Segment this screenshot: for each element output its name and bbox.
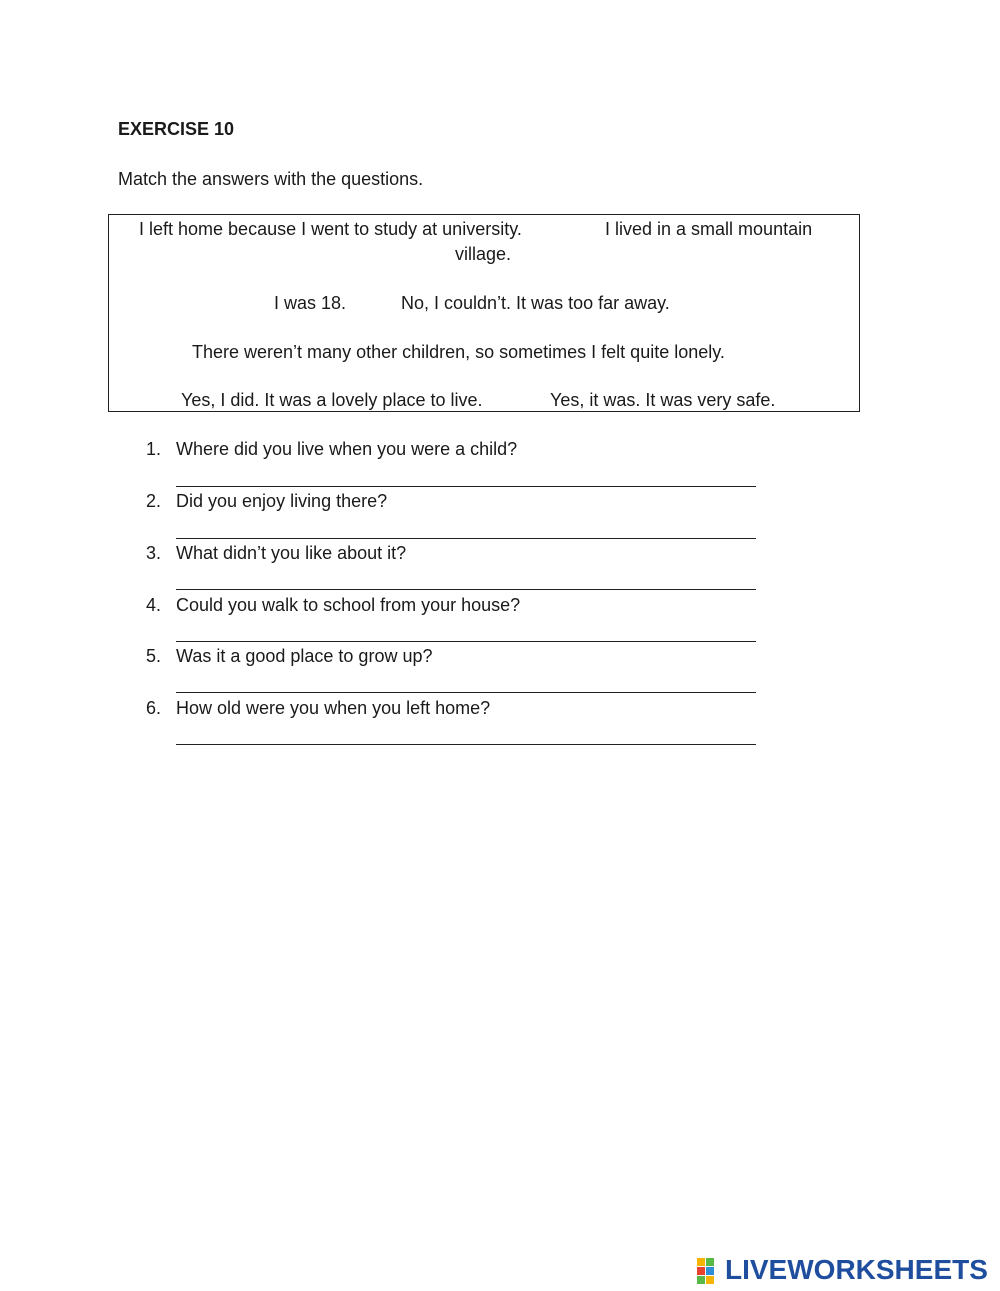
question-item [146, 646, 432, 667]
question-number: 1. [146, 439, 162, 459]
question-text: Did you enjoy living there? [176, 491, 388, 511]
question-number: 2. [146, 491, 162, 511]
liveworksheets-logo [697, 1254, 993, 1286]
question-number: 5. [146, 646, 162, 666]
question-text: What didn’t you like about it? [176, 543, 407, 563]
answer-item: I left home because I went to study at university. [139, 219, 522, 239]
question-text: How old were you when you left home? [176, 698, 491, 718]
answer-item: No, I couldn’t. It was too far away. [401, 293, 670, 313]
question-item [146, 543, 406, 564]
exercise-title: EXERCISE 10 [118, 119, 235, 139]
answer-blank[interactable] [176, 744, 756, 745]
answer-item: I was 18. [274, 293, 347, 313]
answer-item: There weren’t many other children, so sometimes I felt quite lonely. [192, 342, 725, 362]
answer-box [108, 214, 860, 412]
question-text: Was it a good place to grow up? [176, 646, 433, 666]
question-number: 3. [146, 543, 162, 563]
answer-blank[interactable] [176, 589, 756, 590]
logo-blocks-icon [697, 1258, 723, 1284]
logo-text: LIVEWORKSHEETS [725, 1254, 988, 1285]
answer-blank[interactable] [176, 486, 756, 487]
question-number: 6. [146, 698, 162, 718]
question-text: Could you walk to school from your house? [176, 595, 521, 615]
question-number: 4. [146, 595, 162, 615]
question-item [146, 698, 490, 719]
answer-blank[interactable] [176, 692, 756, 693]
question-item [146, 439, 517, 460]
answer-item-continued: village. [455, 244, 512, 264]
exercise-instruction: Match the answers with the questions. [118, 169, 424, 189]
question-item [146, 491, 387, 512]
answer-item: I lived in a small mountain [605, 219, 813, 239]
answer-blank[interactable] [176, 538, 756, 539]
answer-item: Yes, I did. It was a lovely place to live. [181, 390, 483, 410]
answer-blank[interactable] [176, 641, 756, 642]
answer-item: Yes, it was. It was very safe. [550, 390, 776, 410]
question-text: Where did you live when you were a child? [176, 439, 518, 459]
question-item [146, 595, 520, 616]
